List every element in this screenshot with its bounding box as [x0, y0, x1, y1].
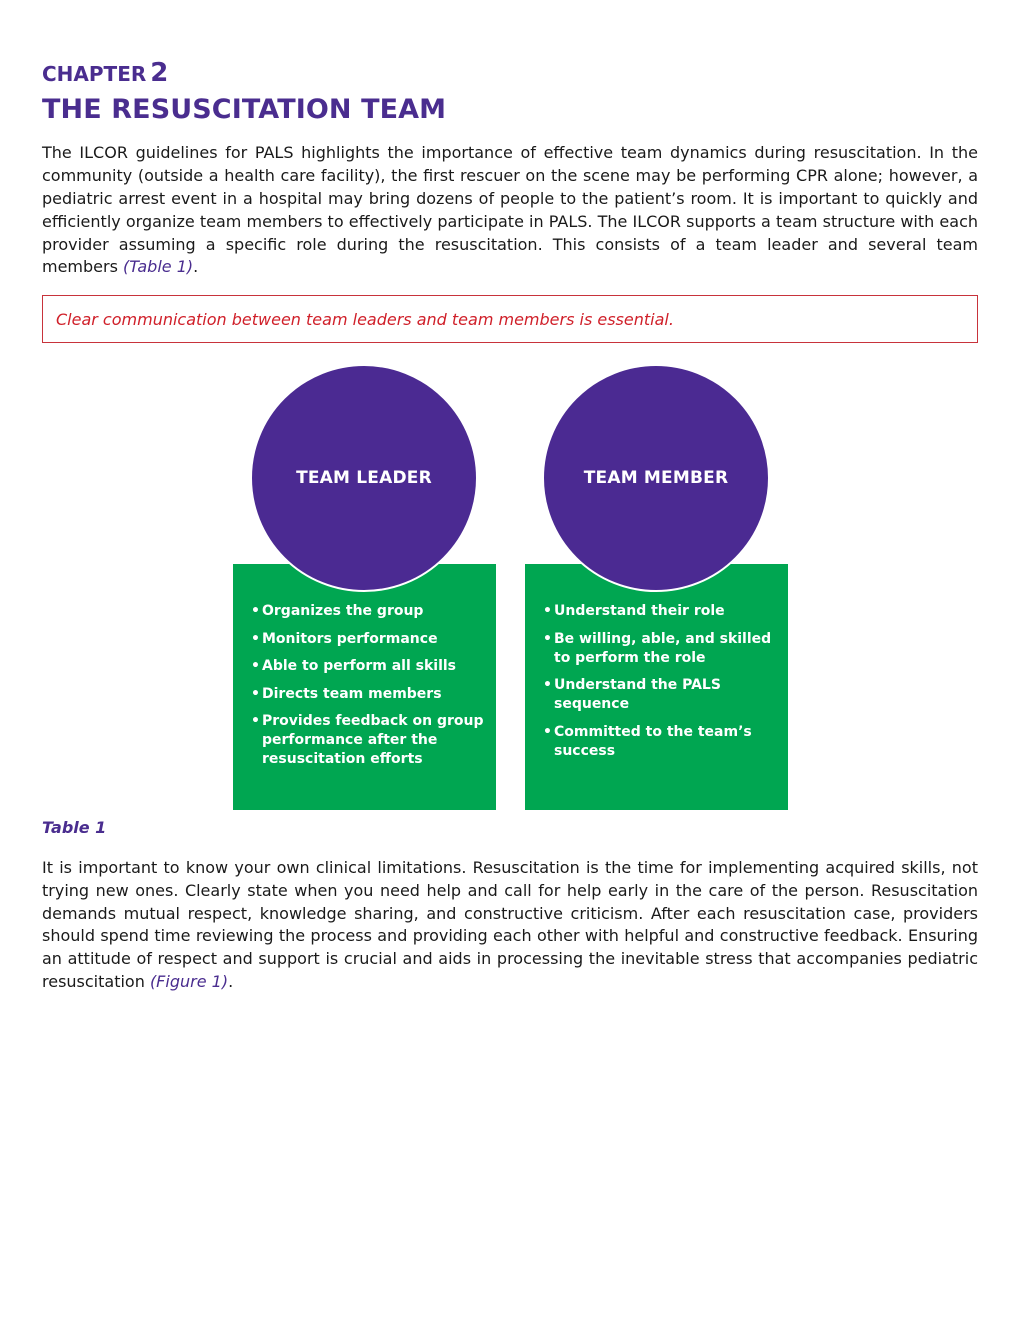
team-leader-title: TEAM LEADER — [296, 468, 432, 488]
bullet-icon: • — [251, 658, 260, 674]
list-item-text: Organizes the group — [262, 603, 424, 619]
list-item-text: Be willing, able, and skilled to perform the role — [554, 630, 772, 666]
closing-period: . — [228, 971, 234, 991]
chapter-number: 2 — [150, 58, 169, 88]
list-item — [543, 723, 783, 761]
table-1-reference[interactable]: (Table 1) — [123, 257, 194, 277]
team-leader-list — [251, 602, 491, 778]
list-item-text: Understand the PALS sequence — [554, 677, 721, 712]
team-member-circle — [542, 364, 770, 592]
list-item — [543, 630, 783, 668]
list-item — [543, 676, 783, 714]
intro-period: . — [193, 257, 199, 277]
bullet-icon: • — [543, 723, 552, 740]
list-item-text: Understand their role — [554, 603, 725, 619]
list-item-text: Directs team members — [262, 685, 442, 702]
callout-text: Clear communication between team leaders and team members is essential. — [56, 309, 674, 329]
bullet-icon: • — [543, 603, 552, 619]
table-caption: Table 1 — [42, 818, 107, 837]
chapter-word: CHAPTER — [42, 62, 147, 86]
bullet-icon: • — [251, 713, 260, 729]
bullet-icon: • — [543, 630, 552, 647]
list-item-text: Committed to the team’s success — [554, 723, 752, 759]
figure-1-reference[interactable]: (Figure 1) — [149, 971, 229, 991]
list-item-text: Able to perform all skills — [262, 658, 456, 674]
team-member-list — [543, 602, 783, 769]
team-member-card — [525, 364, 788, 810]
bullet-icon: • — [251, 630, 260, 647]
team-leader-card — [233, 364, 496, 810]
closing-paragraph — [42, 857, 978, 994]
team-roles-figure — [233, 364, 788, 810]
intro-text: The ILCOR guidelines for PALS highlights the importance of effective team dynamics during resuscitation. In the community (outside a health care facility), the first rescuer on the scene may be performing CPR alone; however, a pediatric arrest event in a hospital may bring dozens of people to the patient’s room. It is important to quickly and efficiently organize team members to effectively participate in PALS. The ILCOR supports a team structure with each provider assuming a specific role during the resuscitation. This consists of a team leader and several team members — [42, 143, 978, 277]
list-item — [251, 602, 491, 621]
list-item — [543, 602, 783, 621]
page-title: THE RESUSCITATION TEAM — [42, 94, 447, 125]
list-item — [251, 657, 491, 676]
list-item-text: Monitors performance — [262, 630, 438, 647]
page-content — [42, 60, 978, 343]
bullet-icon: • — [251, 603, 260, 619]
chapter-label — [42, 60, 978, 86]
callout-box — [42, 295, 978, 343]
list-item-text: Provides feedback on group performance after the resuscitation efforts — [262, 713, 484, 767]
list-item — [251, 685, 491, 704]
team-member-title: TEAM MEMBER — [583, 468, 729, 488]
bullet-icon: • — [251, 685, 260, 702]
list-item — [251, 630, 491, 649]
team-leader-circle — [250, 364, 478, 592]
closing-text: It is important to know your own clinical limitations. Resuscitation is the time for implementing acquired skills, not trying new ones. Clearly state when you need help and call for help early in the care of the person. Resuscitation demands mutual respect, knowledge sharing, and constructive criticism. After each resuscitation case, providers should spend time reviewing the process and providing each other with helpful and constructive feedback. Ensuring an attitude of respect and support is crucial and aids in processing the inevitable stress that accompanies pediatric resuscitation — [42, 858, 978, 991]
bullet-icon: • — [543, 677, 552, 693]
list-item — [251, 712, 491, 769]
intro-paragraph — [42, 142, 978, 279]
